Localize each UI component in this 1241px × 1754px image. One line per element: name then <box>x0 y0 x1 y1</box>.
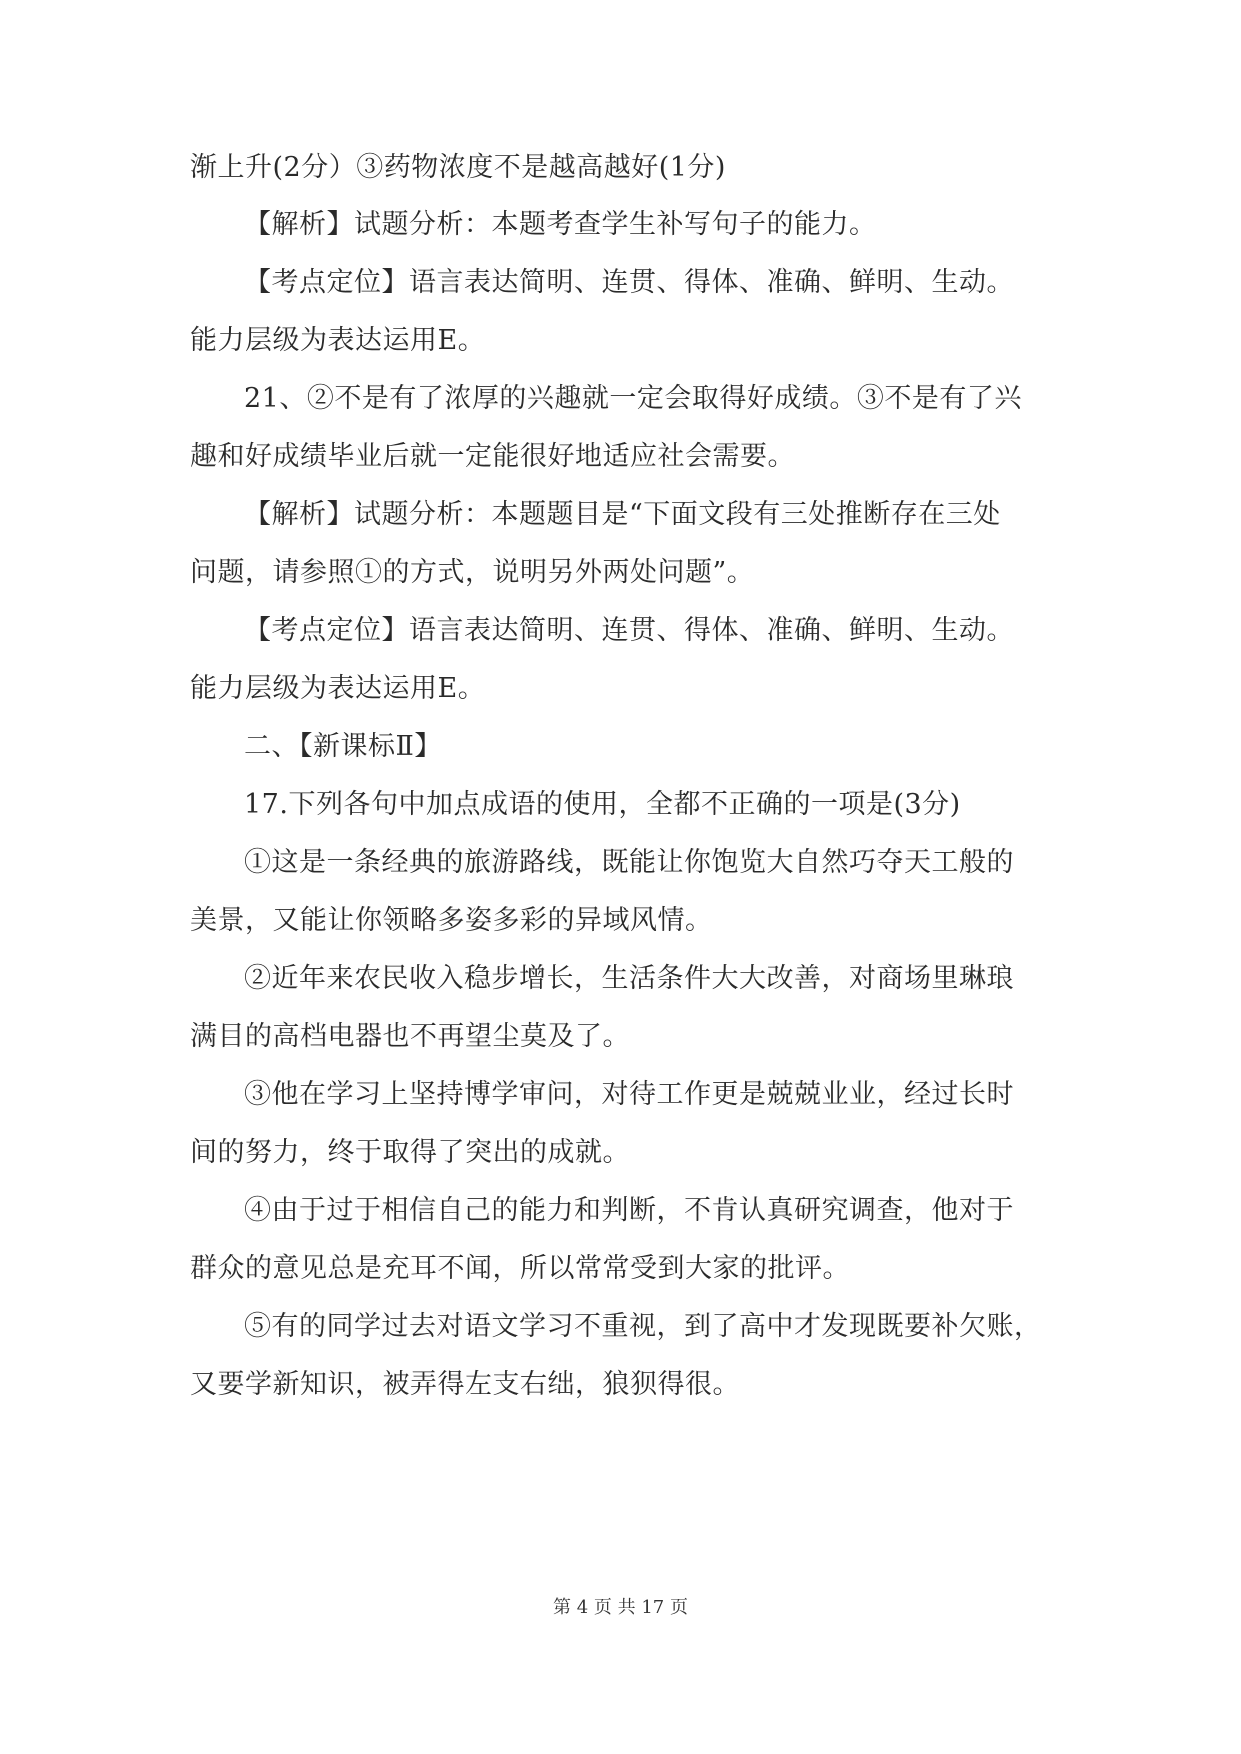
text-line: 美景，又能让你领略多姿多彩的异域风情。 <box>190 905 713 936</box>
text-line: 能力层级为表达运用E。 <box>190 325 486 356</box>
option-4-line: ④由于过于相信自己的能力和判断，不肯认真研究调查，他对于 <box>244 1195 1014 1226</box>
text-line: 群众的意见总是充耳不闻，所以常常受到大家的批评。 <box>190 1253 850 1284</box>
analysis-line: 【解析】试题分析：本题题目是“下面文段有三处推断存在三处 <box>244 499 1001 530</box>
knowledge-point-line: 【考点定位】语言表达简明、连贯、得体、准确、鲜明、生动。 <box>244 615 1014 646</box>
option-3-line: ③他在学习上坚持博学审问，对待工作更是兢兢业业，经过长时 <box>244 1079 1014 1110</box>
answer-21-line: 21、②不是有了浓厚的兴趣就一定会取得好成绩。③不是有了兴 <box>244 383 1022 414</box>
text-line: 渐上升(2分）③药物浓度不是越高越好(1分) <box>190 152 726 183</box>
analysis-line: 【解析】试题分析：本题考查学生补写句子的能力。 <box>244 209 877 240</box>
option-5-line: ⑤有的同学过去对语文学习不重视，到了高中才发现既要补欠账， <box>244 1311 1042 1342</box>
text-line: 能力层级为表达运用E。 <box>190 673 486 704</box>
knowledge-point-line: 【考点定位】语言表达简明、连贯、得体、准确、鲜明、生动。 <box>244 267 1014 298</box>
option-2-line: ②近年来农民收入稳步增长，生活条件大大改善，对商场里琳琅 <box>244 963 1014 994</box>
text-line: 问题，请参照①的方式，说明另外两处问题”。 <box>190 557 755 588</box>
text-line: 间的努力，终于取得了突出的成就。 <box>190 1137 630 1168</box>
option-1-line: ①这是一条经典的旅游路线，既能让你饱览大自然巧夺天工般的 <box>244 847 1014 878</box>
text-line: 又要学新知识，被弄得左支右绌，狼狈得很。 <box>190 1369 740 1400</box>
page-footer: 第 4 页 共 17 页 <box>553 1597 688 1618</box>
section-heading: 二、【新课标Ⅱ】 <box>244 731 442 762</box>
text-line: 趣和好成绩毕业后就一定能很好地适应社会需要。 <box>190 441 795 472</box>
text-line: 满目的高档电器也不再望尘莫及了。 <box>190 1021 630 1052</box>
question-17: 17.下列各句中加点成语的使用，全都不正确的一项是(3分) <box>244 789 961 820</box>
